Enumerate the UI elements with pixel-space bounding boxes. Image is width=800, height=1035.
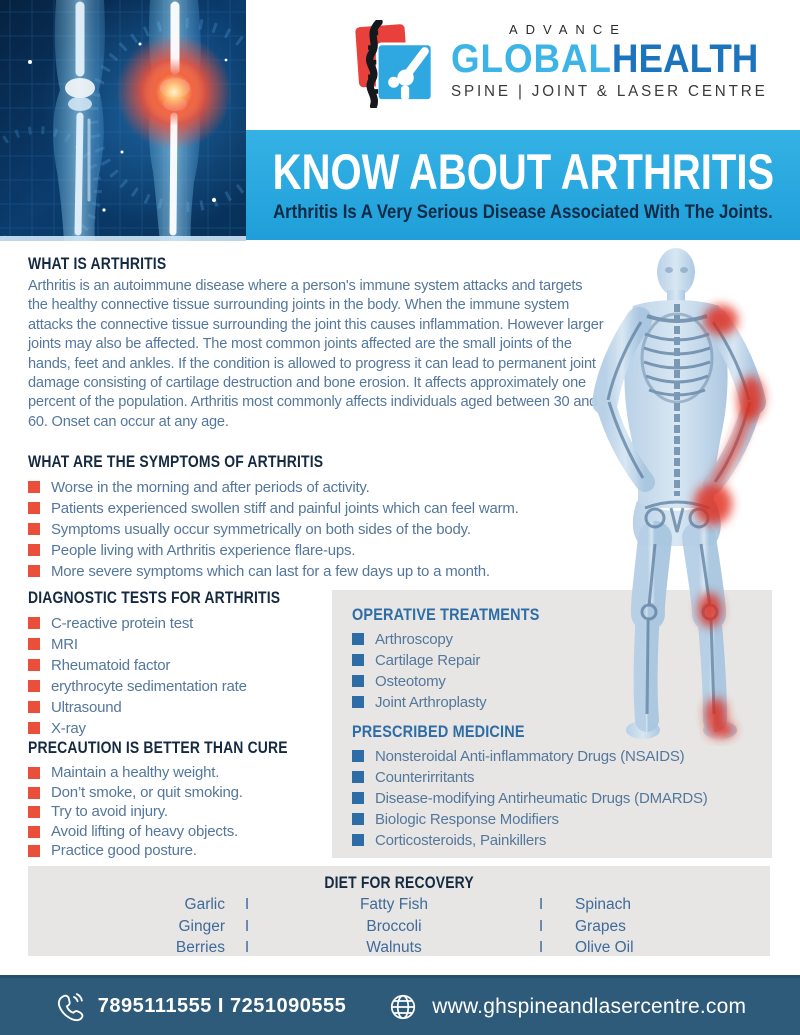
list-item-label: Worse in the morning and after periods of activity.: [51, 479, 370, 496]
list-item: [352, 767, 772, 788]
list-item-label: Nonsteroidal Anti-inflammatory Drugs (NSAIDS): [375, 748, 685, 765]
brand-advance: ADVANCE: [509, 22, 627, 37]
list-item-label: More severe symptoms which can last for a few days up to a month.: [51, 563, 490, 580]
section-symptoms: [28, 452, 608, 582]
list-item-label: I: [244, 896, 250, 913]
list-item-label: Walnuts: [366, 939, 422, 956]
list-item: [269, 937, 519, 959]
bullet-square-icon: [28, 523, 40, 535]
bullet-square-icon: [28, 544, 40, 556]
section-body: Arthritis is an autoimmune disease where a person's immune system attacks and targets the healthy connective tissue surrounding joints in the body. When the immune system attacks the connective tissue surrounding the joint this causes inflammation. However larger joints may also be affected. The most common joints affected are the small joints of the hands, feet and ankles. If the condition is allowed to progress it can lead to permanent joint damage consisting of cartilage destruction and bone erosion. It affects approximately one percent of the population. Arthritis most commonly affects individuals aged between 30 and 60. Onset can occur at any age.: [28, 278, 604, 430]
list-item-label: Maintain a healthy weight.: [51, 764, 220, 781]
list-item: [352, 788, 772, 809]
page-subtitle: Arthritis Is A Very Serious Disease Associated With The Joints.: [273, 201, 773, 223]
bullet-square-icon: [352, 834, 364, 846]
bullet-square-icon: [28, 638, 40, 650]
list-item-label: Cartilage Repair: [375, 652, 481, 669]
bullet-square-icon: [28, 680, 40, 692]
list-item: [28, 763, 328, 783]
section-heading: WHAT IS ARTHRITIS: [28, 254, 167, 273]
medicine-list: [352, 746, 772, 851]
list-item: [28, 802, 328, 822]
list-item-label: Symptoms usually occur symmetrically on both sides of the body.: [51, 521, 471, 538]
precaution-list: [28, 763, 328, 861]
diet-box: [28, 866, 770, 956]
list-item-label: MRI: [51, 636, 78, 653]
list-item: [519, 937, 563, 959]
section-diagnostic-tests: [28, 588, 328, 739]
diet-grid: [28, 894, 770, 959]
brand-logo: [348, 20, 785, 108]
bullet-square-icon: [28, 787, 40, 799]
bullet-square-icon: [28, 767, 40, 779]
list-item-label: I: [538, 939, 544, 956]
section-heading: PRECAUTION IS BETTER THAN CURE: [28, 738, 288, 757]
list-item-label: Don’t smoke, or quit smoking.: [51, 783, 243, 801]
list-item: [225, 916, 269, 938]
diet-separator-column: [519, 894, 563, 959]
list-item: [519, 894, 563, 916]
list-item-label: Try to avoid injury.: [51, 803, 168, 821]
list-item: [352, 809, 772, 830]
bullet-square-icon: [352, 633, 364, 645]
brand-tagline: SPINE | JOINT & LASER CENTRE: [451, 83, 768, 100]
list-item-label: Avoid lifting of heavy objects.: [51, 822, 238, 840]
list-item: [28, 916, 225, 938]
list-item-label: Olive Oil: [575, 939, 634, 956]
list-item: [225, 937, 269, 959]
list-item-label: Spinach: [575, 896, 632, 913]
section-heading: DIAGNOSTIC TESTS FOR ARTHRITIS: [28, 588, 281, 607]
list-item-label: Fatty Fish: [359, 896, 429, 913]
list-item: [28, 937, 225, 959]
list-item-label: erythrocyte sedimentation rate: [51, 678, 247, 695]
brand-name: [451, 37, 758, 81]
section-precaution: [28, 738, 328, 861]
list-item-label: People living with Arthritis experience flare-ups.: [51, 542, 356, 559]
diagnostic-list: [28, 613, 328, 739]
list-item-label: Practice good posture.: [51, 842, 197, 860]
list-item-label: Garlic: [184, 896, 225, 913]
list-item: [28, 718, 328, 739]
list-item-label: C-reactive protein test: [51, 615, 194, 632]
bullet-square-icon: [352, 771, 364, 783]
brand-text: [451, 20, 785, 101]
section-heading: OPERATIVE TREATMENTS: [352, 605, 540, 624]
list-item: [28, 894, 225, 916]
title-banner: [246, 130, 800, 240]
list-item-label: Grapes: [575, 917, 626, 935]
knee-xray-image: [0, 0, 246, 241]
diet-separator-column: [225, 894, 269, 959]
bullet-square-icon: [28, 502, 40, 514]
bullet-square-icon: [28, 806, 40, 818]
bullet-square-icon: [352, 675, 364, 687]
bullet-square-icon: [28, 659, 40, 671]
footer-phone-numbers[interactable]: 7895111555 I 7251090555: [97, 995, 347, 1017]
bullet-square-icon: [28, 826, 40, 838]
list-item: [28, 676, 328, 697]
globe-icon: [388, 992, 418, 1022]
list-item-label: I: [538, 917, 544, 935]
list-item-label: Patients experienced swollen stiff and painful joints which can feel warm.: [51, 500, 519, 517]
brand-global: GLOBAL: [451, 37, 612, 81]
list-item: [28, 783, 328, 803]
list-item: [352, 746, 772, 767]
bullet-square-icon: [352, 654, 364, 666]
list-item-label: Joint Arthroplasty: [375, 694, 487, 711]
list-item: [28, 697, 328, 718]
list-item: [28, 540, 608, 561]
footer-bar: [0, 975, 800, 1035]
list-item-label: Broccoli: [366, 917, 422, 935]
list-item: [519, 916, 563, 938]
list-item-label: I: [244, 939, 250, 956]
list-item-label: Biologic Response Modifiers: [375, 811, 559, 828]
list-item: [269, 916, 519, 938]
bullet-square-icon: [28, 845, 40, 857]
bullet-square-icon: [352, 750, 364, 762]
list-item: [563, 937, 770, 959]
list-item-label: I: [244, 917, 250, 935]
symptoms-list: [28, 477, 608, 582]
bullet-square-icon: [28, 722, 40, 734]
list-item-label: Corticosteroids, Painkillers: [375, 832, 547, 849]
diet-column-1: [28, 894, 225, 959]
list-item-label: I: [538, 896, 544, 913]
phone-icon: [54, 992, 84, 1022]
list-item: [269, 894, 519, 916]
list-item-label: Disease-modifying Antirheumatic Drugs (DMARDS): [375, 790, 708, 807]
brand-health: HEALTH: [611, 37, 759, 81]
section-heading: PRESCRIBED MEDICINE: [352, 722, 525, 741]
list-item: [28, 519, 608, 540]
list-item: [28, 498, 608, 519]
list-item: [28, 561, 608, 582]
list-item-label: Berries: [175, 939, 225, 956]
diet-column-3: [563, 894, 770, 959]
spine-joint-logo-icon: [348, 20, 443, 108]
list-item: [352, 830, 772, 851]
diet-column-2: [269, 894, 519, 959]
bullet-square-icon: [352, 813, 364, 825]
bullet-square-icon: [28, 701, 40, 713]
page-title: KNOW ABOUT ARTHRITIS: [272, 143, 774, 200]
list-item: [28, 841, 328, 861]
bullet-square-icon: [352, 696, 364, 708]
list-item: [28, 822, 328, 842]
list-item-label: Osteotomy: [375, 673, 446, 690]
bullet-square-icon: [28, 617, 40, 629]
list-item: [28, 477, 608, 498]
footer-website[interactable]: www.ghspineandlasercentre.com: [432, 994, 747, 1018]
list-item: [28, 655, 328, 676]
list-item: [563, 894, 770, 916]
list-item: [563, 916, 770, 938]
list-item: [28, 613, 328, 634]
skeleton-body-image: [563, 246, 795, 746]
bullet-square-icon: [28, 565, 40, 577]
list-item: [225, 894, 269, 916]
list-item-label: Rheumatoid factor: [51, 657, 171, 674]
bullet-square-icon: [28, 481, 40, 493]
section-heading: DIET FOR RECOVERY: [324, 873, 474, 892]
list-item-label: Counterirritants: [375, 769, 475, 786]
list-item-label: X-ray: [51, 720, 86, 737]
section-what-is-arthritis: [28, 254, 604, 432]
list-item-label: Arthroscopy: [375, 631, 453, 648]
list-item-label: Ginger: [178, 917, 225, 935]
list-item: [28, 634, 328, 655]
bullet-square-icon: [352, 792, 364, 804]
section-heading: WHAT ARE THE SYMPTOMS OF ARTHRITIS: [28, 452, 324, 471]
list-item-label: Ultrasound: [51, 699, 122, 716]
